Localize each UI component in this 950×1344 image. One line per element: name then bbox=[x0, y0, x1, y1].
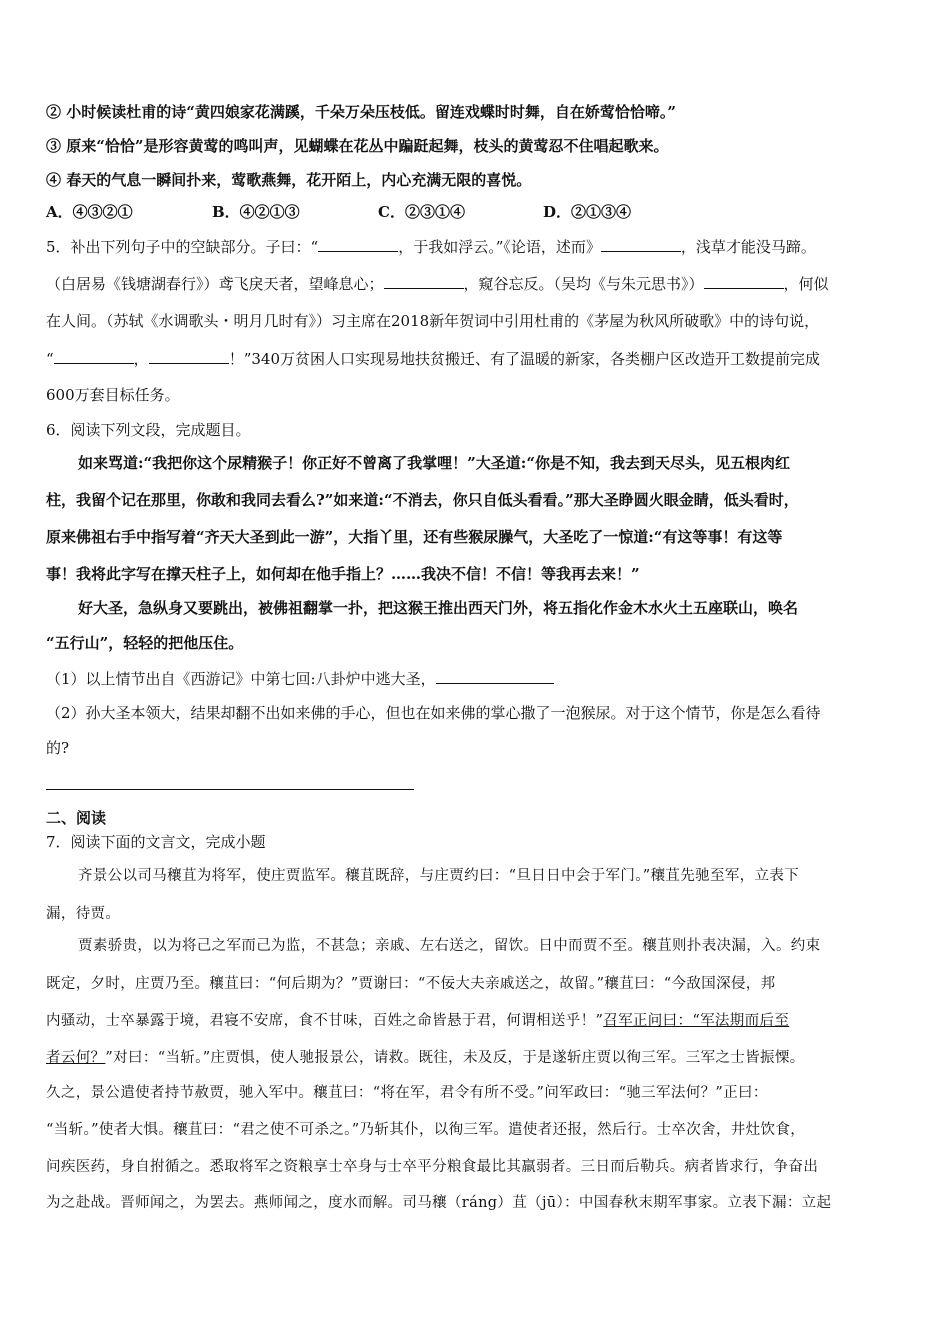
q6-answer-blank[interactable] bbox=[436, 668, 554, 684]
q5-text: ，于我如浮云。”《论语，述而》 bbox=[398, 238, 601, 256]
q5-blank-3[interactable] bbox=[384, 273, 464, 289]
q7-passage-line: 齐景公以司马穰苴为将军，使庄贾监军。穰苴既辞，与庄贾约曰：“旦日日中会于军门。”穰苴先驰至军，立表下 bbox=[78, 868, 800, 884]
q7-passage-line bbox=[46, 1011, 789, 1031]
q5-line-3: 在人间。（苏轼《水调歌头・明月几时有》）习主席在2018新年贺词中引用杜甫的《茅屋为秋风所破歌》中的诗句说， bbox=[46, 312, 820, 330]
q7-text: 内骚动，士卒暴露于境，君寝不安席，食不甘味，百姓之命皆悬于君，何谓相送乎！” bbox=[46, 1013, 604, 1029]
q5-text: “ bbox=[46, 350, 54, 368]
q5-text: 5．补出下列句子中的空缺部分。子曰：“ bbox=[46, 238, 319, 256]
q6-passage-line: 如来骂道:“我把你这个尿精猴子！你正好不曾离了我掌哩！”大圣道:“你是不知，我去到天尽头，见五根肉红 bbox=[78, 454, 790, 472]
q5-blank-1[interactable] bbox=[318, 236, 398, 252]
q7-text: ”对曰：“当斩。”庄贾惧，使人驰报景公，请救。既往，未及反，于是遂斩庄贾以徇三军。三军之士皆振慄。 bbox=[105, 1050, 805, 1066]
q7-passage-line: 贾素骄贵，以为将己之军而己为监，不甚急；亲戚、左右送之，留饮。日中而贾不至。穰苴则扑表决漏，入。约束 bbox=[78, 938, 821, 954]
q7-passage-line: 既定，夕时，庄贾乃至。穰苴曰：“何后期为？”贾谢曰：“不佞大夫亲戚送之，故留。”穰苴曰：“今敌国深侵，邦 bbox=[46, 976, 776, 992]
q7-passage-line: 为之赴战。晋师闻之，为罢去。燕师闻之，度水而解。司马穰（ráng）苴（jū）：中国春秋末期军事家。立表下漏：立起 bbox=[46, 1195, 832, 1211]
q5-text: ！”340万贫困人口实现易地扶贫搬迁、有了温暖的新家，各类棚户区改造开工数提前完成 bbox=[228, 350, 820, 368]
q5-text: ，窥谷忘反。（吴均《与朱元思书》） bbox=[463, 275, 704, 293]
q6-subquestion-2: （2）孙大圣本领大，结果却翻不出如来佛的手心，但也在如来佛的掌心撒了一泡猴尿。对于这个情节，你是怎么看待 bbox=[46, 704, 821, 722]
q4-item-3: ③ 原来“恰恰”是形容黄莺的鸣叫声，见蝴蝶在花丛中蹁跹起舞，枝头的黄莺忍不住唱起歌来。 bbox=[46, 137, 669, 155]
q5-blank-4[interactable] bbox=[704, 273, 784, 289]
q7-passage-line: “当斩。”使者大惧。穰苴曰：“君之使不可杀之。”乃斩其仆，以徇三军。遣使者还报，然后行。士卒次舍，井灶饮食， bbox=[46, 1122, 806, 1138]
q6-passage-line: 柱，我留个记在那里，你敢和我同去看么?”如来道:“不消去，你只自低头看看。”那大圣睁圆火眼金睛，低头看时， bbox=[46, 491, 799, 509]
q7-passage-line: 问疾医药，身自拊循之。悉取将军之资粮享士卒身与士卒平分粮食最比其羸弱者。三日而后勒兵。病者皆求行，争奋出 bbox=[46, 1159, 819, 1175]
answer-line[interactable] bbox=[46, 789, 414, 790]
q6-passage-line: “五行山”，轻轻的把他压住。 bbox=[46, 634, 244, 652]
q5-blank-2[interactable] bbox=[601, 236, 681, 252]
q6-subquestion-1 bbox=[46, 668, 554, 689]
q5-text: ，浅草才能没马蹄。 bbox=[680, 238, 816, 256]
q4-option-a: A．④③②① bbox=[46, 203, 133, 221]
q7-underlined-sentence: 召军正问曰：“军法期而后至 bbox=[603, 1013, 790, 1029]
q7-passage-line: 漏，待贾。 bbox=[46, 906, 121, 922]
q4-option-d: D．②①③④ bbox=[543, 203, 632, 221]
q7-underlined-sentence: 者云何？ bbox=[46, 1050, 106, 1066]
q6-passage-line: 事！我将此字写在撑天柱子上，如何却在他手指上？……我决不信！不信！等我再去来！” bbox=[46, 565, 640, 583]
q5-text: ，何似 bbox=[783, 275, 829, 293]
q6-passage-line: 好大圣，急纵身又要跳出，被佛祖翻掌一扑，把这猴王推出西天门外，将五指化作金木水火土五座联山，唤名 bbox=[78, 599, 799, 617]
q4-item-4: ④ 春天的气息一瞬间扑来，莺歌燕舞，花开陌上，内心充满无限的喜悦。 bbox=[46, 171, 532, 189]
section-title: 二、阅读 bbox=[46, 809, 107, 827]
q5-blank-6[interactable] bbox=[149, 348, 229, 364]
q4-option-c: C．②③①④ bbox=[378, 203, 465, 221]
q4-item-2: ② 小时候读杜甫的诗“黄四娘家花满蹊，千朵万朵压枝低。留连戏蝶时时舞，自在娇莺恰恰啼。” bbox=[46, 103, 676, 121]
q4-option-b: B．④②①③ bbox=[212, 203, 300, 221]
q7-heading: 7．阅读下面的文言文，完成小题 bbox=[46, 833, 266, 851]
q6-passage-line: 原来佛祖右手中指写着“齐天大圣到此一游”，大指丫里，还有些猴尿臊气，大圣吃了一惊道:“有这等事！有这等 bbox=[46, 528, 783, 546]
q6-subquestion-1-text: （1）以上情节出自《西游记》中第七回:八卦炉中逃大圣， bbox=[46, 670, 436, 688]
q7-passage-line: 久之，景公遣使者持节赦贾，驰入军中。穰苴曰：“将在军，君令有所不受。”问军政曰：“驰三军法何？”正曰： bbox=[46, 1085, 768, 1101]
q5-line-1 bbox=[46, 236, 816, 257]
q5-blank-5[interactable] bbox=[54, 348, 134, 364]
q5-text: （白居易《钱塘湖春行》）鸢飞戾天者，望峰息心； bbox=[46, 275, 384, 293]
q5-line-4 bbox=[46, 348, 820, 369]
q5-line-5: 600万套目标任务。 bbox=[46, 386, 180, 404]
q6-heading: 6．阅读下列文段，完成题目。 bbox=[46, 421, 251, 439]
q5-line-2 bbox=[46, 273, 829, 294]
q7-passage-line bbox=[46, 1048, 805, 1068]
q6-subquestion-2-cont: 的? bbox=[46, 739, 70, 757]
q5-text: ， bbox=[133, 350, 149, 368]
